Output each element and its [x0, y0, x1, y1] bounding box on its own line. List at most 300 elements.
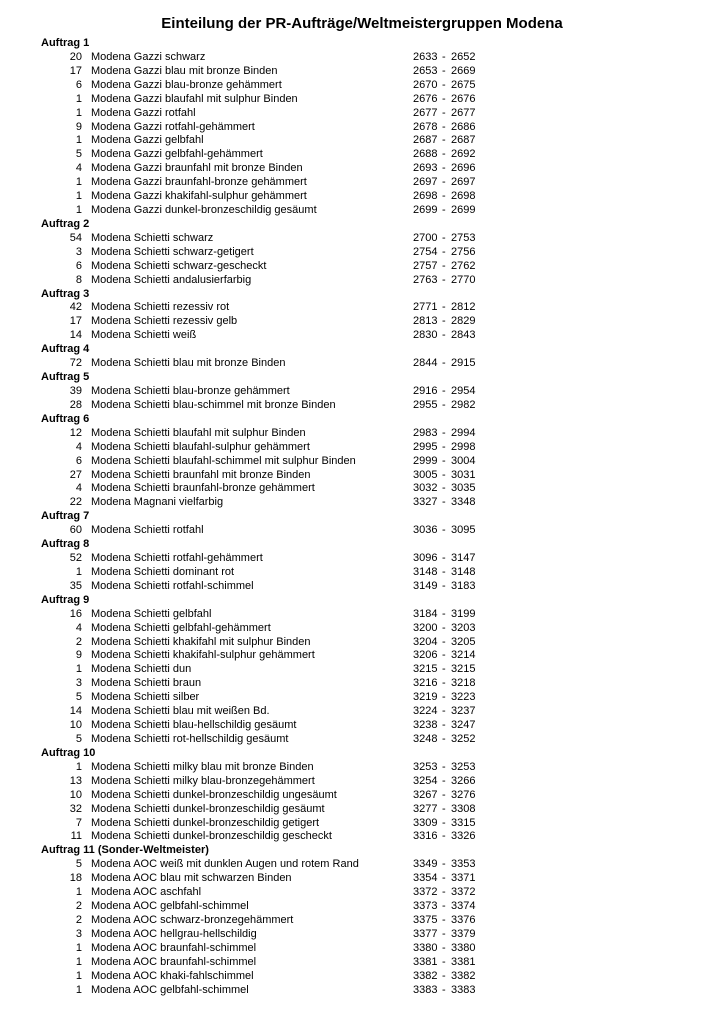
range-start: 3005: [413, 468, 438, 481]
range-dash: -: [442, 788, 446, 801]
range-end: 2753: [451, 231, 476, 244]
range-start: 2670: [413, 78, 438, 91]
item-count: 1: [75, 204, 82, 217]
list-item: [0, 857, 724, 871]
item-count: 9: [75, 649, 82, 662]
item-count: 4: [75, 482, 82, 495]
list-item: [0, 676, 724, 690]
item-count: 28: [69, 398, 82, 411]
item-name: Modena Schietti schwarz: [91, 231, 214, 244]
range-start: 3267: [413, 788, 438, 801]
range-start: 2677: [413, 106, 438, 119]
item-name: Modena Schietti blau-bronze gehämmert: [91, 385, 290, 397]
range-end: 2915: [451, 357, 476, 370]
range-dash: -: [442, 329, 446, 342]
range-end: 2994: [451, 426, 476, 439]
item-name: Modena Schietti dominant rot: [91, 565, 235, 578]
range-dash: -: [442, 301, 446, 314]
range-end: 2699: [451, 204, 476, 217]
range-start: 3149: [413, 579, 438, 592]
range-dash: -: [442, 872, 446, 885]
list-item: [0, 621, 724, 635]
range-end: 3276: [451, 788, 476, 801]
range-dash: -: [442, 426, 446, 439]
range-end: 3372: [451, 886, 476, 899]
item-count: 22: [69, 496, 82, 509]
item-count: 72: [69, 357, 82, 370]
item-count: 54: [69, 231, 82, 244]
range-dash: -: [442, 468, 446, 481]
item-count: 52: [69, 552, 82, 565]
item-name: Modena Gazzi blaufahl mit sulphur Binden: [91, 92, 298, 105]
item-name: Modena Schietti dunkel-bronzeschildig gesäumt: [91, 802, 325, 815]
item-count: 5: [75, 691, 82, 704]
item-count: 17: [69, 64, 82, 77]
range-start: 2688: [413, 148, 438, 161]
list-item: [0, 328, 724, 342]
range-end: 3148: [451, 565, 476, 578]
range-dash: -: [442, 705, 446, 718]
item-count: 7: [75, 816, 82, 829]
item-name: Modena Schietti rezessiv gelb: [91, 315, 238, 328]
range-start: 3200: [413, 621, 438, 634]
group-header: Auftrag 5: [41, 371, 90, 384]
range-dash: -: [442, 733, 446, 745]
range-dash: -: [442, 969, 446, 982]
range-end: 3308: [451, 802, 476, 815]
item-name: Modena Schietti weiß: [91, 329, 197, 342]
item-name: Modena Schietti blau-hellschildig gesäumt: [91, 719, 297, 732]
list-item: [0, 955, 724, 969]
range-dash: -: [442, 398, 446, 411]
item-name: Modena Schietti khakifahl-sulphur gehämmert: [91, 649, 315, 662]
range-dash: -: [442, 496, 446, 509]
range-end: 2954: [451, 385, 476, 397]
range-dash: -: [442, 858, 446, 871]
item-count: 6: [75, 78, 82, 91]
range-end: 2982: [451, 398, 476, 411]
list-item: [0, 440, 724, 454]
range-start: 3309: [413, 816, 438, 829]
group-header: Auftrag 6: [41, 412, 90, 425]
range-end: 2812: [451, 301, 476, 314]
list-item: [0, 384, 724, 398]
range-start: 2700: [413, 231, 438, 244]
list-item: [0, 885, 724, 899]
range-dash: -: [442, 92, 446, 105]
item-name: Modena Schietti rotfahl-gehämmert: [91, 552, 263, 565]
range-dash: -: [442, 524, 446, 537]
range-dash: -: [442, 482, 446, 495]
group-header: Auftrag 7: [41, 510, 90, 523]
range-start: 2633: [413, 50, 438, 63]
range-dash: -: [442, 830, 446, 843]
item-count: 11: [70, 830, 82, 843]
item-count: 4: [75, 621, 82, 634]
item-name: Modena Schietti blau mit bronze Binden: [91, 357, 286, 370]
range-end: 2676: [451, 92, 476, 105]
list-item: [0, 802, 724, 816]
list-item: [0, 426, 724, 440]
range-start: 3204: [413, 635, 438, 648]
range-start: 3036: [413, 524, 438, 537]
range-end: 2762: [451, 259, 476, 272]
item-count: 6: [75, 454, 82, 467]
item-name: Modena Gazzi braunfahl-bronze gehämmert: [91, 176, 307, 189]
range-dash: -: [442, 607, 446, 620]
range-dash: -: [442, 176, 446, 189]
range-start: 2697: [413, 176, 438, 189]
item-name: Modena Schietti braun: [91, 677, 202, 690]
item-count: 1: [75, 969, 82, 982]
item-count: 4: [75, 440, 82, 453]
range-start: 3215: [413, 663, 438, 676]
range-end: 2687: [451, 134, 476, 147]
item-name: Modena Schietti milky blau mit bronze Binden: [91, 760, 314, 773]
item-count: 27: [69, 468, 82, 481]
range-end: 2697: [451, 176, 476, 189]
list-item: [0, 704, 724, 718]
range-start: 3238: [413, 719, 438, 732]
list-item: [0, 635, 724, 649]
list-item: [0, 92, 724, 106]
item-name: Modena AOC braunfahl-schimmel: [91, 941, 257, 954]
document-title: Einteilung der PR-Aufträge/Weltmeistergruppen Modena: [161, 15, 563, 32]
range-start: 3096: [413, 552, 438, 565]
item-count: 3: [75, 927, 82, 940]
item-name: Modena Schietti dun: [91, 663, 192, 676]
item-count: 1: [75, 134, 82, 147]
range-dash: -: [442, 162, 446, 175]
range-start: 2653: [413, 64, 438, 77]
list-item: [0, 259, 724, 273]
group-header: Auftrag 2: [41, 217, 90, 230]
item-name: Modena Gazzi rotfahl: [91, 106, 196, 119]
range-dash: -: [442, 677, 446, 690]
list-item: [0, 732, 724, 746]
item-count: 3: [75, 245, 82, 258]
item-name: Modena Gazzi blau mit bronze Binden: [91, 64, 278, 77]
list-item: [0, 189, 724, 203]
range-start: 3354: [413, 872, 438, 885]
range-start: 2983: [413, 426, 438, 439]
range-start: 3148: [413, 565, 438, 578]
item-count: 14: [69, 705, 82, 718]
range-dash: -: [442, 719, 446, 732]
list-item: [0, 607, 724, 621]
item-count: 6: [75, 259, 82, 272]
range-start: 2830: [413, 329, 438, 342]
item-count: 20: [69, 50, 82, 63]
range-end: 3315: [451, 816, 476, 829]
item-count: 2: [75, 900, 82, 913]
range-end: 3237: [451, 705, 476, 718]
range-start: 3372: [413, 886, 438, 899]
range-end: 2669: [451, 64, 476, 77]
range-start: 3248: [413, 733, 438, 745]
item-count: 9: [75, 120, 82, 133]
list-item: [0, 829, 724, 843]
item-name: Modena Schietti rot-hellschildig gesäumt: [91, 733, 289, 745]
item-name: Modena AOC gelbfahl-schimmel: [91, 900, 249, 913]
item-count: 13: [69, 774, 82, 787]
range-end: 3183: [451, 579, 476, 592]
list-item: [0, 356, 724, 370]
range-end: 3371: [451, 872, 476, 885]
range-dash: -: [442, 579, 446, 592]
item-count: 32: [69, 802, 82, 815]
list-item: [0, 927, 724, 941]
list-item: [0, 245, 724, 259]
item-count: 8: [75, 273, 82, 286]
list-item: [0, 565, 724, 579]
range-end: 2756: [451, 245, 476, 258]
range-start: 3254: [413, 774, 438, 787]
list-item: [0, 579, 724, 593]
list-item: [0, 899, 724, 913]
item-name: Modena Schietti blaufahl-schimmel mit sulphur Binden: [91, 454, 356, 467]
range-end: 2998: [451, 440, 476, 453]
item-name: Modena Schietti gelbfahl-gehämmert: [91, 621, 271, 634]
list-item: [0, 78, 724, 92]
item-name: Modena Magnani vielfarbig: [91, 496, 224, 509]
list-item: [0, 133, 724, 147]
list-item: [0, 871, 724, 885]
range-start: 3032: [413, 482, 438, 495]
range-end: 3381: [451, 955, 476, 968]
item-name: Modena Schietti blau-schimmel mit bronze Binden: [91, 398, 336, 411]
range-end: 3353: [451, 858, 476, 871]
range-end: 2698: [451, 190, 476, 203]
item-count: 5: [75, 733, 82, 745]
range-start: 2698: [413, 190, 438, 203]
group-header: Auftrag 4: [41, 343, 90, 356]
item-count: 1: [75, 983, 82, 996]
list-item: [0, 454, 724, 468]
range-dash: -: [442, 691, 446, 704]
list-item: [0, 774, 724, 788]
range-end: 3253: [451, 760, 476, 773]
range-start: 3219: [413, 691, 438, 704]
item-name: Modena Gazzi khakifahl-sulphur gehämmert: [91, 190, 307, 203]
item-count: 1: [75, 941, 82, 954]
range-end: 3247: [451, 719, 476, 732]
list-item: [0, 203, 724, 217]
range-start: 3253: [413, 760, 438, 773]
item-count: 1: [75, 663, 82, 676]
range-start: 3382: [413, 969, 438, 982]
item-count: 5: [75, 148, 82, 161]
range-start: 3224: [413, 705, 438, 718]
item-name: Modena Gazzi gelbfahl-gehämmert: [91, 148, 263, 161]
item-name: Modena AOC hellgrau-hellschildig: [91, 927, 257, 940]
range-dash: -: [442, 231, 446, 244]
item-name: Modena Gazzi rotfahl-gehämmert: [91, 120, 255, 133]
item-count: 42: [69, 301, 82, 314]
range-dash: -: [442, 663, 446, 676]
item-count: 1: [75, 955, 82, 968]
range-start: 3216: [413, 677, 438, 690]
list-item: [0, 314, 724, 328]
range-dash: -: [442, 941, 446, 954]
range-end: 3215: [451, 663, 476, 676]
range-dash: -: [442, 120, 446, 133]
list-item: [0, 161, 724, 175]
item-name: Modena Schietti braunfahl-bronze gehämmert: [91, 482, 315, 495]
range-end: 3035: [451, 482, 476, 495]
range-dash: -: [442, 760, 446, 773]
range-end: 3199: [451, 607, 476, 620]
range-end: 3223: [451, 691, 476, 704]
range-end: 3214: [451, 649, 476, 662]
range-start: 2771: [413, 301, 438, 314]
range-end: 3218: [451, 677, 476, 690]
range-end: 3326: [451, 830, 476, 843]
item-count: 4: [75, 162, 82, 175]
item-name: Modena Schietti schwarz-getigert: [91, 245, 254, 258]
list-item: [0, 120, 724, 134]
group-header: Auftrag 9: [41, 593, 90, 606]
range-dash: -: [442, 886, 446, 899]
item-name: Modena Schietti blau mit weißen Bd.: [91, 705, 270, 718]
range-dash: -: [442, 983, 446, 996]
item-count: 39: [69, 385, 82, 397]
range-dash: -: [442, 816, 446, 829]
range-end: 3266: [451, 774, 476, 787]
range-start: 2678: [413, 120, 438, 133]
item-count: 2: [75, 913, 82, 926]
item-name: Modena Gazzi schwarz: [91, 50, 206, 63]
item-name: Modena Schietti blaufahl mit sulphur Binden: [91, 426, 306, 439]
range-start: 2757: [413, 259, 438, 272]
range-start: 3184: [413, 607, 438, 620]
list-item: [0, 983, 724, 997]
item-count: 1: [75, 106, 82, 119]
item-count: 60: [69, 524, 82, 537]
range-end: 3205: [451, 635, 476, 648]
item-name: Modena Schietti schwarz-gescheckt: [91, 259, 267, 272]
range-end: 2696: [451, 162, 476, 175]
range-end: 3379: [451, 927, 476, 940]
group-header: Auftrag 10: [41, 746, 96, 759]
range-start: 2687: [413, 134, 438, 147]
item-count: 3: [75, 677, 82, 690]
range-start: 2754: [413, 245, 438, 258]
item-name: Modena Gazzi gelbfahl: [91, 134, 204, 147]
list-item: [0, 64, 724, 78]
item-name: Modena Schietti khakifahl mit sulphur Binden: [91, 635, 311, 648]
item-name: Modena Gazzi braunfahl mit bronze Binden: [91, 162, 303, 175]
list-item: [0, 941, 724, 955]
range-end: 3382: [451, 969, 476, 982]
item-name: Modena AOC aschfahl: [91, 886, 202, 899]
item-name: Modena Schietti rotfahl-schimmel: [91, 579, 254, 592]
list-item: [0, 398, 724, 412]
item-count: 10: [69, 788, 82, 801]
range-start: 3349: [413, 858, 438, 871]
range-end: 2829: [451, 315, 476, 328]
item-name: Modena Gazzi blau-bronze gehämmert: [91, 78, 282, 91]
item-count: 1: [75, 176, 82, 189]
range-dash: -: [442, 621, 446, 634]
list-item: [0, 648, 724, 662]
range-dash: -: [442, 565, 446, 578]
list-item: [0, 273, 724, 287]
item-count: 18: [69, 872, 82, 885]
range-end: 3348: [451, 496, 476, 509]
list-item: [0, 969, 724, 983]
range-dash: -: [442, 148, 446, 161]
range-dash: -: [442, 190, 446, 203]
range-end: 3147: [451, 552, 476, 565]
range-end: 2652: [451, 50, 476, 63]
item-name: Modena Schietti rezessiv rot: [91, 301, 230, 314]
item-count: 1: [75, 190, 82, 203]
range-start: 3381: [413, 955, 438, 968]
range-end: 2675: [451, 78, 476, 91]
range-dash: -: [442, 134, 446, 147]
range-end: 3380: [451, 941, 476, 954]
range-dash: -: [442, 64, 446, 77]
range-end: 2692: [451, 148, 476, 161]
item-name: Modena AOC gelbfahl-schimmel: [91, 983, 249, 996]
list-item: [0, 175, 724, 189]
range-end: 3383: [451, 983, 476, 996]
item-name: Modena AOC braunfahl-schimmel: [91, 955, 257, 968]
item-name: Modena Schietti silber: [91, 691, 200, 704]
group-header: Auftrag 8: [41, 538, 90, 551]
list-item: [0, 468, 724, 482]
range-dash: -: [442, 106, 446, 119]
range-end: 3252: [451, 733, 476, 745]
range-start: 3316: [413, 830, 438, 843]
range-dash: -: [442, 635, 446, 648]
list-item: [0, 231, 724, 245]
range-end: 3374: [451, 900, 476, 913]
range-dash: -: [442, 913, 446, 926]
range-start: 2699: [413, 204, 438, 217]
item-name: Modena AOC khaki-fahlschimmel: [91, 969, 254, 982]
list-item: [0, 495, 724, 509]
range-dash: -: [442, 78, 446, 91]
item-name: Modena AOC schwarz-bronzegehämmert: [91, 913, 294, 926]
range-end: 2686: [451, 120, 476, 133]
range-start: 3380: [413, 941, 438, 954]
list-item: [0, 760, 724, 774]
range-dash: -: [442, 315, 446, 328]
range-end: 3031: [451, 468, 476, 481]
list-item: [0, 551, 724, 565]
list-item: [0, 662, 724, 676]
list-item: [0, 106, 724, 120]
range-start: 3377: [413, 927, 438, 940]
range-dash: -: [442, 273, 446, 286]
item-name: Modena Schietti blaufahl-sulphur gehämmert: [91, 440, 310, 453]
item-name: Modena Schietti dunkel-bronzeschildig getigert: [91, 816, 320, 829]
item-count: 10: [69, 719, 82, 732]
range-dash: -: [442, 927, 446, 940]
item-count: 17: [69, 315, 82, 328]
range-dash: -: [442, 900, 446, 913]
range-start: 3206: [413, 649, 438, 662]
range-dash: -: [442, 50, 446, 63]
item-name: Modena Schietti dunkel-bronzeschildig ungesäumt: [91, 788, 337, 801]
range-end: 3004: [451, 454, 476, 467]
range-dash: -: [442, 245, 446, 258]
item-count: 16: [69, 607, 82, 620]
range-start: 3373: [413, 900, 438, 913]
list-item: [0, 481, 724, 495]
